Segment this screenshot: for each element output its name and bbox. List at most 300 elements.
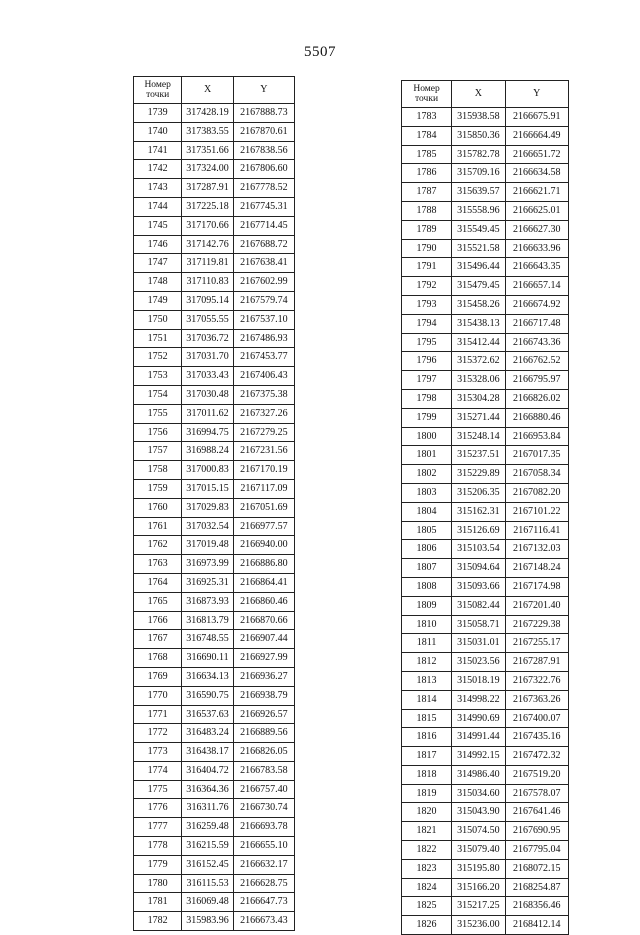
table-row — [402, 164, 569, 183]
x-coordinate-cell: 317055.55 — [182, 310, 234, 329]
x-coordinate-cell: 314992.15 — [452, 747, 505, 766]
y-coordinate-cell: 2167638.41 — [233, 254, 294, 273]
table-row — [134, 141, 295, 160]
table-row — [134, 197, 295, 216]
y-coordinate-cell: 2167051.69 — [233, 498, 294, 517]
y-coordinate-cell: 2167058.34 — [505, 465, 568, 484]
table-row — [402, 239, 569, 258]
x-coordinate-cell: 315082.44 — [452, 596, 505, 615]
x-coordinate-cell: 315496.44 — [452, 258, 505, 277]
point-number-cell: 1767 — [134, 630, 182, 649]
x-coordinate-cell: 317225.18 — [182, 197, 234, 216]
point-number-cell: 1808 — [402, 577, 452, 596]
y-coordinate-cell: 2166940.00 — [233, 536, 294, 555]
table-row — [402, 183, 569, 202]
y-coordinate-cell: 2167082.20 — [505, 483, 568, 502]
point-number-cell: 1800 — [402, 427, 452, 446]
x-coordinate-cell: 316634.13 — [182, 667, 234, 686]
point-number-cell: 1796 — [402, 352, 452, 371]
point-number-cell: 1761 — [134, 517, 182, 536]
y-coordinate-cell: 2168072.15 — [505, 859, 568, 878]
y-coordinate-cell: 2166938.79 — [233, 686, 294, 705]
y-coordinate-cell: 2167778.52 — [233, 179, 294, 198]
x-coordinate-cell: 315103.54 — [452, 540, 505, 559]
y-coordinate-cell: 2167279.25 — [233, 423, 294, 442]
x-coordinate-cell: 317383.55 — [182, 122, 234, 141]
y-coordinate-cell: 2167101.22 — [505, 502, 568, 521]
y-coordinate-cell: 2166627.30 — [505, 220, 568, 239]
table-row — [134, 216, 295, 235]
y-coordinate-cell: 2166693.78 — [233, 818, 294, 837]
point-number-cell: 1810 — [402, 615, 452, 634]
table-row — [402, 577, 569, 596]
x-coordinate-cell: 317324.00 — [182, 160, 234, 179]
y-coordinate-cell: 2167714.45 — [233, 216, 294, 235]
point-number-cell: 1784 — [402, 126, 452, 145]
table-row — [402, 916, 569, 935]
table-row — [402, 841, 569, 860]
x-coordinate-cell: 317000.83 — [182, 461, 234, 480]
point-number-cell: 1821 — [402, 822, 452, 841]
x-coordinate-cell: 315093.66 — [452, 577, 505, 596]
table-row — [134, 179, 295, 198]
y-coordinate-cell: 2167170.19 — [233, 461, 294, 480]
point-number-cell: 1785 — [402, 145, 452, 164]
point-number-cell: 1751 — [134, 329, 182, 348]
table-row — [402, 352, 569, 371]
point-number-cell: 1742 — [134, 160, 182, 179]
y-coordinate-cell: 2167229.38 — [505, 615, 568, 634]
table-row — [402, 502, 569, 521]
header-x: X — [452, 81, 505, 108]
x-coordinate-cell: 317351.66 — [182, 141, 234, 160]
table-row — [402, 709, 569, 728]
table-row — [134, 667, 295, 686]
point-number-cell: 1754 — [134, 385, 182, 404]
x-coordinate-cell: 315237.51 — [452, 446, 505, 465]
x-coordinate-cell: 314998.22 — [452, 690, 505, 709]
table-row — [134, 893, 295, 912]
table-row — [402, 314, 569, 333]
x-coordinate-cell: 316813.79 — [182, 611, 234, 630]
table-row — [402, 465, 569, 484]
x-coordinate-cell: 317033.43 — [182, 367, 234, 386]
coordinates-table-left — [133, 76, 295, 931]
point-number-cell: 1740 — [134, 122, 182, 141]
table-row — [134, 404, 295, 423]
y-coordinate-cell: 2167537.10 — [233, 310, 294, 329]
table-row — [402, 371, 569, 390]
y-coordinate-cell: 2166633.96 — [505, 239, 568, 258]
point-number-cell: 1744 — [134, 197, 182, 216]
table-row — [402, 671, 569, 690]
table-row — [134, 686, 295, 705]
point-number-cell: 1769 — [134, 667, 182, 686]
table-row — [134, 329, 295, 348]
point-number-cell: 1752 — [134, 348, 182, 367]
table-row — [402, 483, 569, 502]
x-coordinate-cell: 317011.62 — [182, 404, 234, 423]
point-number-cell: 1801 — [402, 446, 452, 465]
point-number-cell: 1773 — [134, 743, 182, 762]
y-coordinate-cell: 2166860.46 — [233, 592, 294, 611]
table-row — [402, 878, 569, 897]
y-coordinate-cell: 2167486.93 — [233, 329, 294, 348]
point-number-cell: 1760 — [134, 498, 182, 517]
table-row — [402, 108, 569, 127]
y-coordinate-cell: 2167231.56 — [233, 442, 294, 461]
point-number-cell: 1779 — [134, 855, 182, 874]
point-number-cell: 1790 — [402, 239, 452, 258]
x-coordinate-cell: 316438.17 — [182, 743, 234, 762]
y-coordinate-cell: 2167519.20 — [505, 765, 568, 784]
y-coordinate-cell: 2167287.91 — [505, 653, 568, 672]
point-number-cell: 1820 — [402, 803, 452, 822]
y-coordinate-cell: 2166730.74 — [233, 799, 294, 818]
y-coordinate-cell: 2167435.16 — [505, 728, 568, 747]
y-coordinate-cell: 2166634.58 — [505, 164, 568, 183]
header-point-number — [402, 81, 452, 108]
y-coordinate-cell: 2166625.01 — [505, 201, 568, 220]
y-coordinate-cell: 2166651.72 — [505, 145, 568, 164]
table-row — [134, 611, 295, 630]
y-coordinate-cell: 2166647.73 — [233, 893, 294, 912]
table-header-row — [134, 77, 295, 104]
point-number-cell: 1774 — [134, 761, 182, 780]
point-number-cell: 1797 — [402, 371, 452, 390]
x-coordinate-cell: 315271.44 — [452, 408, 505, 427]
table-row — [134, 235, 295, 254]
y-coordinate-cell: 2166783.58 — [233, 761, 294, 780]
table-row — [134, 761, 295, 780]
x-coordinate-cell: 315850.36 — [452, 126, 505, 145]
table-row — [134, 479, 295, 498]
point-number-cell: 1777 — [134, 818, 182, 837]
point-number-cell: 1811 — [402, 634, 452, 653]
y-coordinate-cell: 2167745.31 — [233, 197, 294, 216]
y-coordinate-cell: 2166926.57 — [233, 705, 294, 724]
table-row — [402, 596, 569, 615]
y-coordinate-cell: 2166870.66 — [233, 611, 294, 630]
point-number-cell: 1781 — [134, 893, 182, 912]
x-coordinate-cell: 316537.63 — [182, 705, 234, 724]
x-coordinate-cell: 315074.50 — [452, 822, 505, 841]
y-coordinate-cell: 2167327.26 — [233, 404, 294, 423]
point-number-cell: 1812 — [402, 653, 452, 672]
y-coordinate-cell: 2166757.40 — [233, 780, 294, 799]
x-coordinate-cell: 314986.40 — [452, 765, 505, 784]
table-row — [134, 348, 295, 367]
point-number-cell: 1766 — [134, 611, 182, 630]
y-coordinate-cell: 2166936.27 — [233, 667, 294, 686]
x-coordinate-cell: 317031.70 — [182, 348, 234, 367]
table-row — [134, 874, 295, 893]
point-number-cell: 1822 — [402, 841, 452, 860]
point-number-cell: 1747 — [134, 254, 182, 273]
y-coordinate-cell: 2168356.46 — [505, 897, 568, 916]
x-coordinate-cell: 315938.58 — [452, 108, 505, 127]
table-row — [402, 897, 569, 916]
point-number-cell: 1783 — [402, 108, 452, 127]
point-number-cell: 1818 — [402, 765, 452, 784]
table-row — [402, 220, 569, 239]
x-coordinate-cell: 315458.26 — [452, 295, 505, 314]
table-row — [134, 367, 295, 386]
x-coordinate-cell: 317019.48 — [182, 536, 234, 555]
point-number-cell: 1805 — [402, 521, 452, 540]
header-point-line1: Номер — [413, 84, 440, 94]
y-coordinate-cell: 2167116.41 — [505, 521, 568, 540]
x-coordinate-cell: 315328.06 — [452, 371, 505, 390]
point-number-cell: 1746 — [134, 235, 182, 254]
table-row — [402, 747, 569, 766]
table-row — [134, 855, 295, 874]
table-row — [134, 536, 295, 555]
x-coordinate-cell: 316994.75 — [182, 423, 234, 442]
y-coordinate-cell: 2166826.02 — [505, 389, 568, 408]
table-row — [134, 592, 295, 611]
table-row — [402, 559, 569, 578]
point-number-cell: 1799 — [402, 408, 452, 427]
x-coordinate-cell: 315372.62 — [452, 352, 505, 371]
y-coordinate-cell: 2166864.41 — [233, 573, 294, 592]
x-coordinate-cell: 315983.96 — [182, 912, 234, 931]
point-number-cell: 1809 — [402, 596, 452, 615]
table-row — [402, 408, 569, 427]
x-coordinate-cell: 316988.24 — [182, 442, 234, 461]
x-coordinate-cell: 315229.89 — [452, 465, 505, 484]
point-number-cell: 1750 — [134, 310, 182, 329]
x-coordinate-cell: 316690.11 — [182, 649, 234, 668]
x-coordinate-cell: 317428.19 — [182, 104, 234, 123]
point-number-cell: 1743 — [134, 179, 182, 198]
point-number-cell: 1745 — [134, 216, 182, 235]
table-header-row — [402, 81, 569, 108]
table-row — [134, 724, 295, 743]
table-row — [134, 780, 295, 799]
y-coordinate-cell: 2167795.04 — [505, 841, 568, 860]
y-coordinate-cell: 2167472.32 — [505, 747, 568, 766]
point-number-cell: 1756 — [134, 423, 182, 442]
table-row — [402, 765, 569, 784]
point-number-cell: 1739 — [134, 104, 182, 123]
y-coordinate-cell: 2167690.95 — [505, 822, 568, 841]
y-coordinate-cell: 2166953.84 — [505, 427, 568, 446]
table-row — [134, 743, 295, 762]
table-row — [134, 837, 295, 856]
table-row — [402, 145, 569, 164]
x-coordinate-cell: 315521.58 — [452, 239, 505, 258]
point-number-cell: 1772 — [134, 724, 182, 743]
y-coordinate-cell: 2167602.99 — [233, 273, 294, 292]
y-coordinate-cell: 2167322.76 — [505, 671, 568, 690]
point-number-cell: 1749 — [134, 291, 182, 310]
x-coordinate-cell: 316404.72 — [182, 761, 234, 780]
y-coordinate-cell: 2166674.92 — [505, 295, 568, 314]
table-row — [134, 517, 295, 536]
x-coordinate-cell: 316748.55 — [182, 630, 234, 649]
point-number-cell: 1803 — [402, 483, 452, 502]
y-coordinate-cell: 2167255.17 — [505, 634, 568, 653]
table-row — [402, 784, 569, 803]
y-coordinate-cell: 2167579.74 — [233, 291, 294, 310]
point-number-cell: 1804 — [402, 502, 452, 521]
table-row — [134, 160, 295, 179]
table-row — [402, 615, 569, 634]
point-number-cell: 1757 — [134, 442, 182, 461]
table-row — [134, 705, 295, 724]
point-number-cell: 1815 — [402, 709, 452, 728]
point-number-cell: 1794 — [402, 314, 452, 333]
header-point-line2: точки — [146, 90, 170, 100]
x-coordinate-cell: 316590.75 — [182, 686, 234, 705]
x-coordinate-cell: 315479.45 — [452, 277, 505, 296]
table-row — [402, 728, 569, 747]
table-row — [402, 690, 569, 709]
x-coordinate-cell: 315236.00 — [452, 916, 505, 935]
x-coordinate-cell: 315438.13 — [452, 314, 505, 333]
header-y: Y — [505, 81, 568, 108]
point-number-cell: 1814 — [402, 690, 452, 709]
x-coordinate-cell: 316259.48 — [182, 818, 234, 837]
x-coordinate-cell: 317095.14 — [182, 291, 234, 310]
point-number-cell: 1763 — [134, 555, 182, 574]
y-coordinate-cell: 2166643.35 — [505, 258, 568, 277]
x-coordinate-cell: 317032.54 — [182, 517, 234, 536]
y-coordinate-cell: 2167148.24 — [505, 559, 568, 578]
x-coordinate-cell: 316973.99 — [182, 555, 234, 574]
table-row — [402, 258, 569, 277]
x-coordinate-cell: 317036.72 — [182, 329, 234, 348]
table-row — [402, 427, 569, 446]
x-coordinate-cell: 315079.40 — [452, 841, 505, 860]
x-coordinate-cell: 316115.53 — [182, 874, 234, 893]
y-coordinate-cell: 2166889.56 — [233, 724, 294, 743]
x-coordinate-cell: 316483.24 — [182, 724, 234, 743]
table-row — [402, 859, 569, 878]
point-number-cell: 1817 — [402, 747, 452, 766]
y-coordinate-cell: 2167838.56 — [233, 141, 294, 160]
y-coordinate-cell: 2167201.40 — [505, 596, 568, 615]
table-row — [402, 389, 569, 408]
x-coordinate-cell: 317029.83 — [182, 498, 234, 517]
y-coordinate-cell: 2167641.46 — [505, 803, 568, 822]
table-row — [134, 799, 295, 818]
x-coordinate-cell: 315782.78 — [452, 145, 505, 164]
y-coordinate-cell: 2167174.98 — [505, 577, 568, 596]
point-number-cell: 1778 — [134, 837, 182, 856]
point-number-cell: 1798 — [402, 389, 452, 408]
y-coordinate-cell: 2166657.14 — [505, 277, 568, 296]
y-coordinate-cell: 2167688.72 — [233, 235, 294, 254]
point-number-cell: 1823 — [402, 859, 452, 878]
x-coordinate-cell: 315206.35 — [452, 483, 505, 502]
x-coordinate-cell: 315166.20 — [452, 878, 505, 897]
table-row — [134, 461, 295, 480]
x-coordinate-cell: 315639.57 — [452, 183, 505, 202]
table-row — [134, 273, 295, 292]
y-coordinate-cell: 2167375.38 — [233, 385, 294, 404]
point-number-cell: 1764 — [134, 573, 182, 592]
point-number-cell: 1770 — [134, 686, 182, 705]
y-coordinate-cell: 2167017.35 — [505, 446, 568, 465]
point-number-cell: 1748 — [134, 273, 182, 292]
y-coordinate-cell: 2166655.10 — [233, 837, 294, 856]
point-number-cell: 1759 — [134, 479, 182, 498]
point-number-cell: 1768 — [134, 649, 182, 668]
x-coordinate-cell: 316364.36 — [182, 780, 234, 799]
y-coordinate-cell: 2166673.43 — [233, 912, 294, 931]
x-coordinate-cell: 316311.76 — [182, 799, 234, 818]
y-coordinate-cell: 2167453.77 — [233, 348, 294, 367]
y-coordinate-cell: 2166795.97 — [505, 371, 568, 390]
x-coordinate-cell: 315034.60 — [452, 784, 505, 803]
table-row — [134, 649, 295, 668]
x-coordinate-cell: 315043.90 — [452, 803, 505, 822]
table-row — [402, 201, 569, 220]
x-coordinate-cell: 315709.16 — [452, 164, 505, 183]
y-coordinate-cell: 2166621.71 — [505, 183, 568, 202]
table-row — [402, 126, 569, 145]
y-coordinate-cell: 2166977.57 — [233, 517, 294, 536]
x-coordinate-cell: 315162.31 — [452, 502, 505, 521]
point-number-cell: 1755 — [134, 404, 182, 423]
table-row — [402, 540, 569, 559]
x-coordinate-cell: 315126.69 — [452, 521, 505, 540]
table-row — [134, 912, 295, 931]
table-row — [134, 310, 295, 329]
point-number-cell: 1782 — [134, 912, 182, 931]
table-row — [134, 104, 295, 123]
x-coordinate-cell: 317030.48 — [182, 385, 234, 404]
x-coordinate-cell: 314991.44 — [452, 728, 505, 747]
table-row — [134, 423, 295, 442]
x-coordinate-cell: 315558.96 — [452, 201, 505, 220]
y-coordinate-cell: 2167806.60 — [233, 160, 294, 179]
point-number-cell: 1825 — [402, 897, 452, 916]
point-number-cell: 1802 — [402, 465, 452, 484]
y-coordinate-cell: 2166675.91 — [505, 108, 568, 127]
y-coordinate-cell: 2167132.03 — [505, 540, 568, 559]
point-number-cell: 1786 — [402, 164, 452, 183]
y-coordinate-cell: 2167400.07 — [505, 709, 568, 728]
point-number-cell: 1762 — [134, 536, 182, 555]
y-coordinate-cell: 2166717.48 — [505, 314, 568, 333]
y-coordinate-cell: 2166886.80 — [233, 555, 294, 574]
table-row — [402, 277, 569, 296]
table-row — [134, 818, 295, 837]
x-coordinate-cell: 314990.69 — [452, 709, 505, 728]
header-point-line2: точки — [415, 94, 439, 104]
y-coordinate-cell: 2166628.75 — [233, 874, 294, 893]
x-coordinate-cell: 315549.45 — [452, 220, 505, 239]
table-row — [402, 822, 569, 841]
x-coordinate-cell: 315018.19 — [452, 671, 505, 690]
x-coordinate-cell: 317119.81 — [182, 254, 234, 273]
point-number-cell: 1824 — [402, 878, 452, 897]
table-row — [134, 442, 295, 461]
point-number-cell: 1758 — [134, 461, 182, 480]
point-number-cell: 1771 — [134, 705, 182, 724]
y-coordinate-cell: 2167117.09 — [233, 479, 294, 498]
table-row — [134, 385, 295, 404]
y-coordinate-cell: 2167363.26 — [505, 690, 568, 709]
y-coordinate-cell: 2166664.49 — [505, 126, 568, 145]
table-row — [402, 333, 569, 352]
table-row — [402, 295, 569, 314]
page-number: 5507 — [304, 44, 336, 60]
point-number-cell: 1795 — [402, 333, 452, 352]
